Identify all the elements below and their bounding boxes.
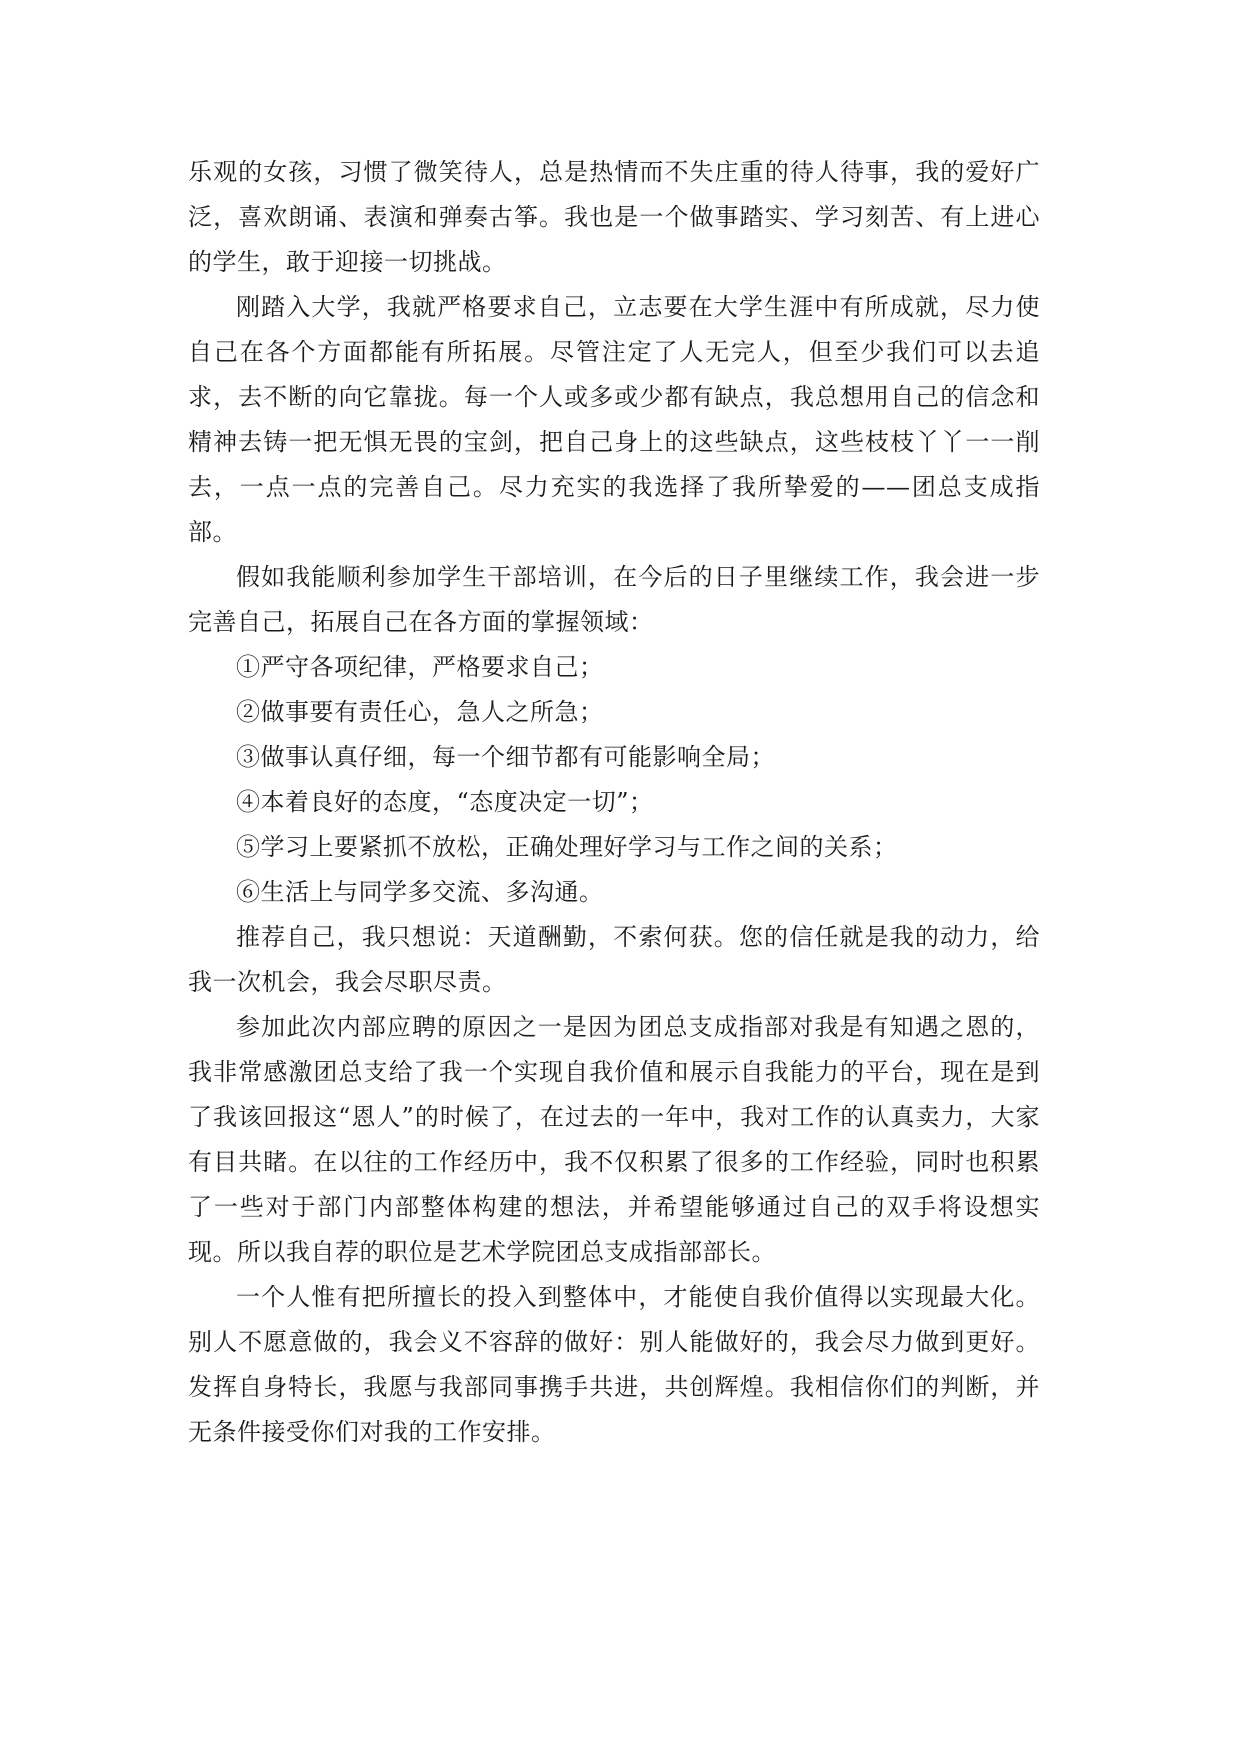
list-item-6: ⑥生活上与同学多交流、多沟通。	[236, 878, 604, 906]
paragraph-4: 推荐自己，我只想说：天道酬勤，不索何获。您的信任就是我的动力，给我一次机会，我会尽职尽责。	[188, 923, 1040, 996]
list-item-3: ③做事认真仔细，每一个细节都有可能影响全局；	[236, 743, 775, 771]
document-page	[188, 150, 1040, 1455]
paragraph-2: 刚踏入大学，我就严格要求自己，立志要在大学生涯中有所成就，尽力使自己在各个方面都能有所拓展。尽管注定了人无完人，但至少我们可以去追求，去不断的向它靠拢。每一个人或多或少都有缺点，我总想用自己的信念和精神去铸一把无惧无畏的宝剑，把自己身上的这些缺点，这些枝枝丫丫一一削去，一点一点的完善自己。尽力充实的我选择了我所挚爱的——团总支成指部。	[188, 293, 1040, 546]
paragraph-5: 参加此次内部应聘的原因之一是因为团总支成指部对我是有知遇之恩的，我非常感激团总支给了我一个实现自我价值和展示自我能力的平台，现在是到了我该回报这“恩人”的时候了，在过去的一年中，我对工作的认真卖力，大家有目共睹。在以往的工作经历中，我不仅积累了很多的工作经验，同时也积累了一些对于部门内部整体构建的想法，并希望能够通过自己的双手将设想实现。所以我自荐的职位是艺术学院团总支成指部部长。	[188, 1013, 1040, 1266]
paragraph-6: 一个人惟有把所擅长的投入到整体中，才能使自我价值得以实现最大化。别人不愿意做的，我会义不容辞的做好：别人能做好的，我会尽力做到更好。发挥自身特长，我愿与我部同事携手共进，共创辉煌。我相信你们的判断，并无条件接受你们对我的工作安排。	[188, 1283, 1040, 1446]
list-item-4: ④本着良好的态度，“态度决定一切”；	[236, 788, 654, 816]
list-item-5: ⑤学习上要紧抓不放松，正确处理好学习与工作之间的关系；	[236, 833, 898, 861]
list-item-2: ②做事要有责任心，急人之所急；	[236, 698, 604, 726]
paragraph-3: 假如我能顺利参加学生干部培训，在今后的日子里继续工作，我会进一步完善自己，拓展自己在各方面的掌握领域：	[188, 563, 1040, 636]
list-item-1: ①严守各项纪律，严格要求自己；	[236, 653, 604, 681]
paragraph-1: 乐观的女孩，习惯了微笑待人，总是热情而不失庄重的待人待事，我的爱好广泛，喜欢朗诵、表演和弹奏古筝。我也是一个做事踏实、学习刻苦、有上进心的学生，敢于迎接一切挑战。	[188, 158, 1040, 276]
